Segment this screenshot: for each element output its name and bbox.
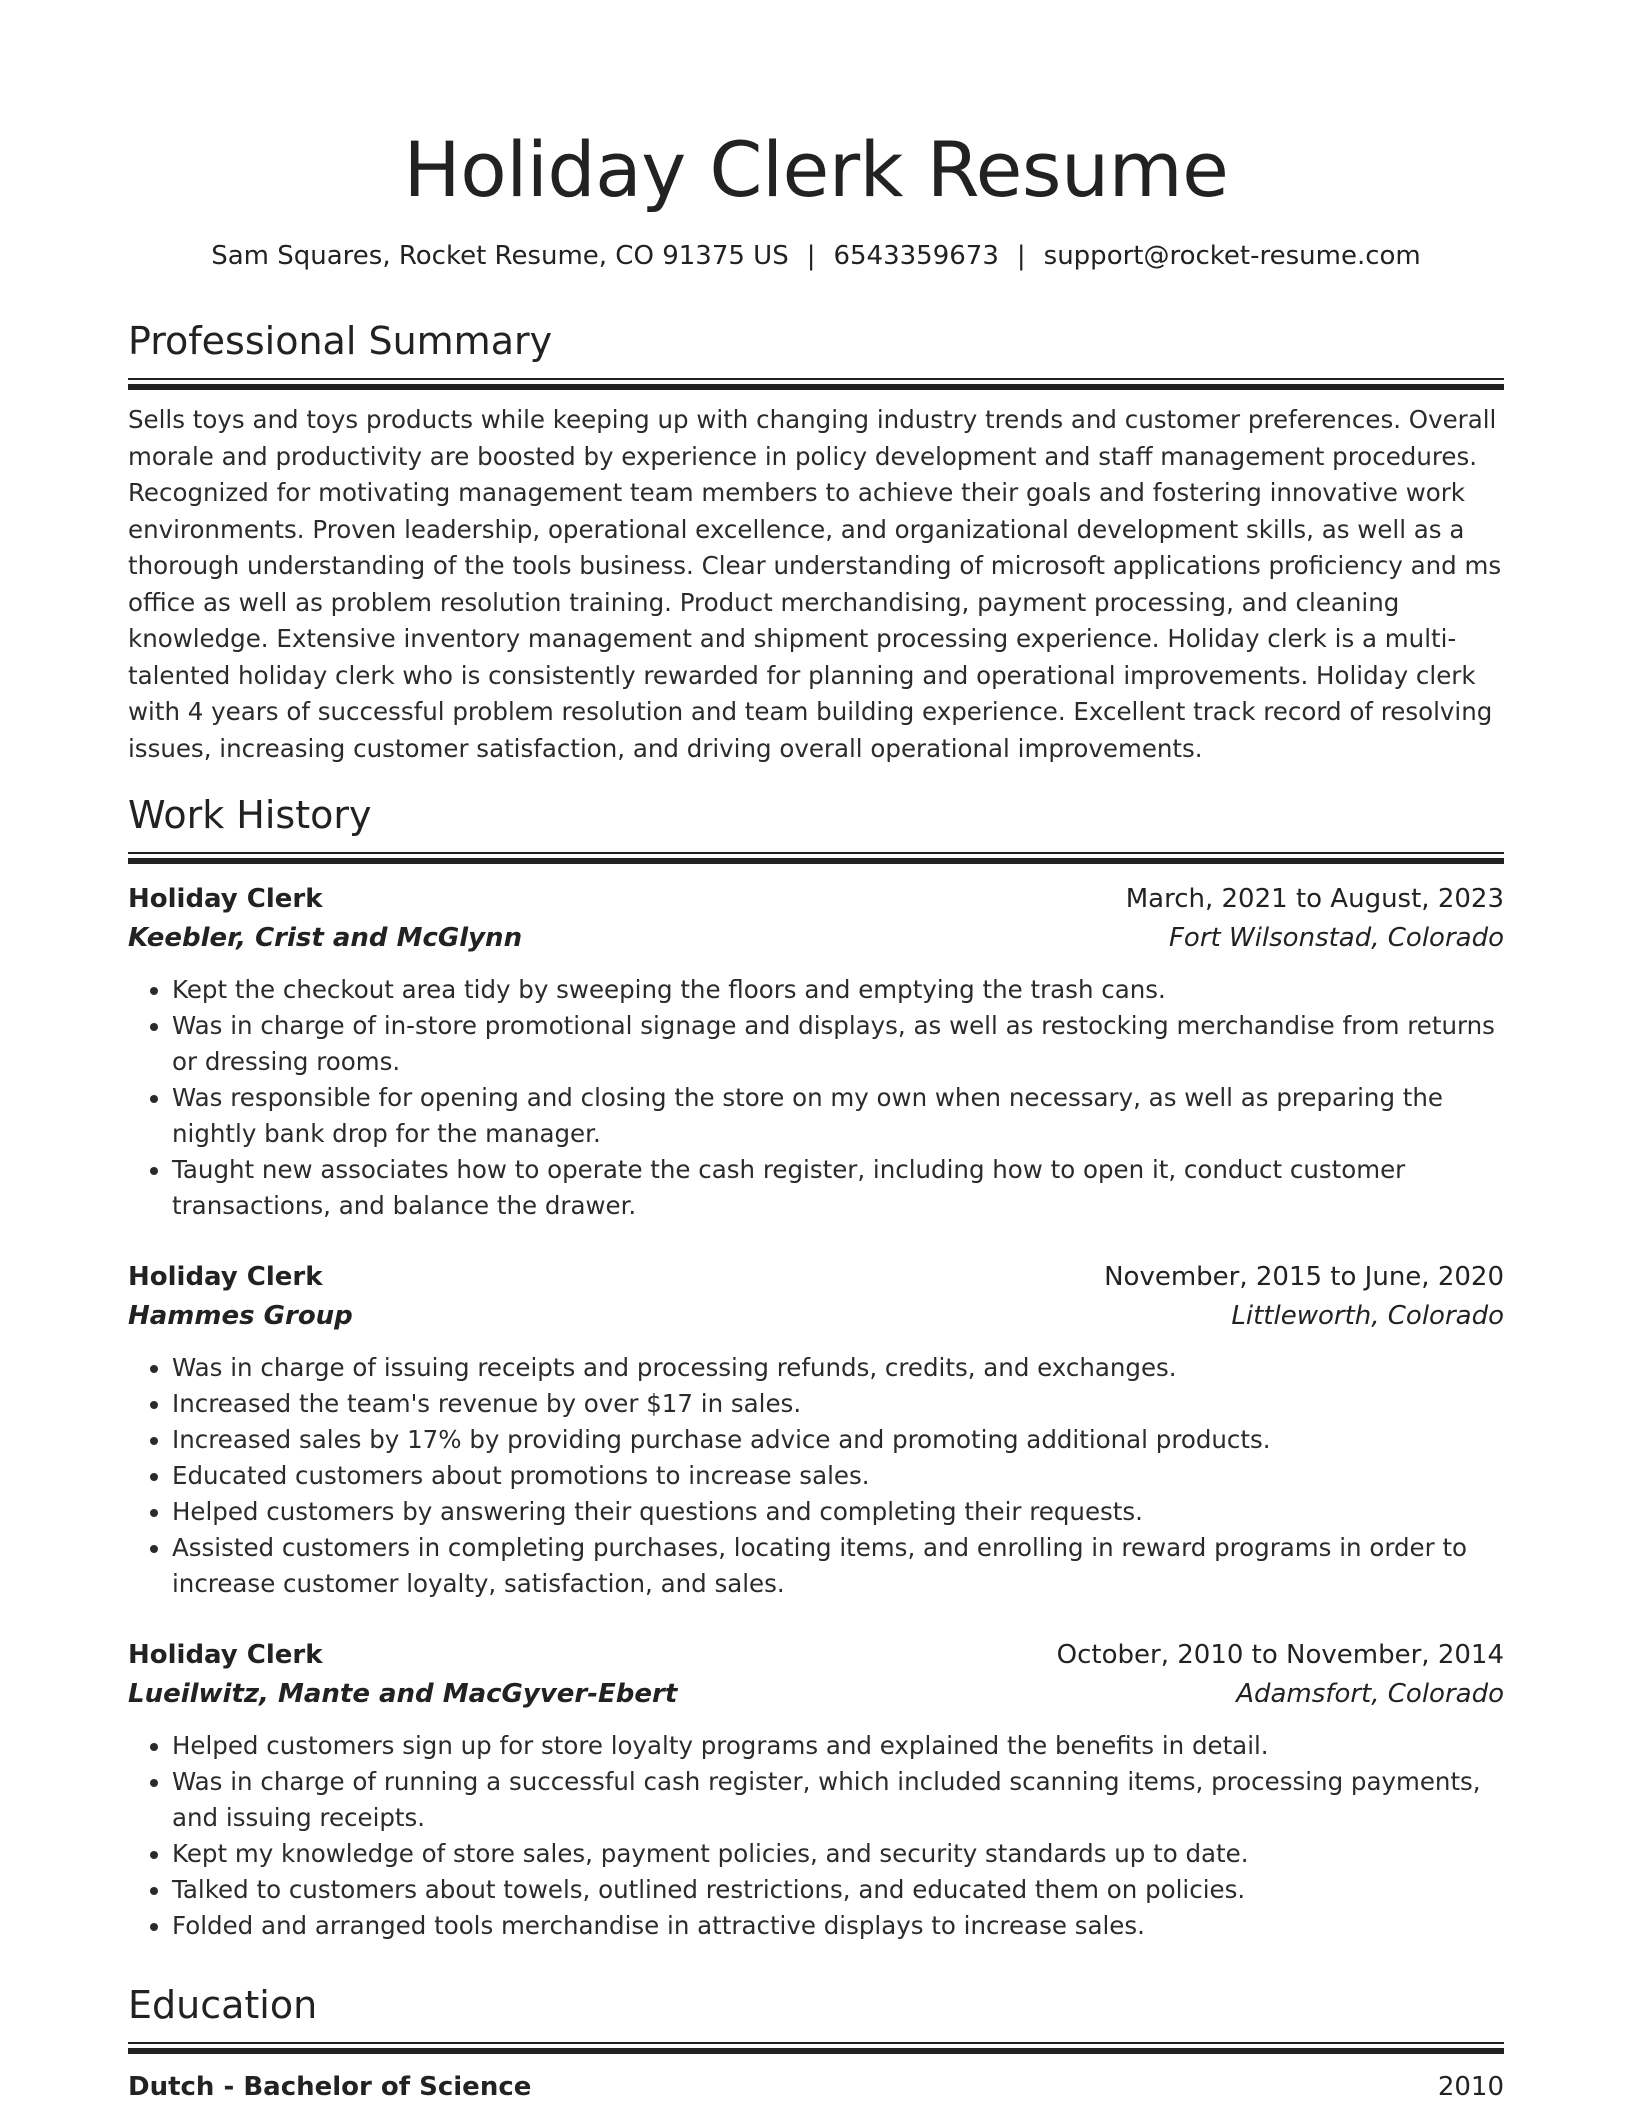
- job-bullet: • Folded and arranged tools merchandise in attractive displays to increase sales.: [172, 1908, 1504, 1944]
- job-location: Adamsfort, Colorado: [1236, 1679, 1504, 1709]
- job-dates: March, 2021 to August, 2023: [1125, 884, 1504, 914]
- contact-phone: 6543359673: [833, 241, 999, 271]
- resume-title: Holiday Clerk Resume: [403, 125, 1229, 214]
- job-location: Littleworth, Colorado: [1231, 1301, 1504, 1331]
- section-divider: [128, 378, 1504, 388]
- job-bullet: • Was in charge of running a successful cash register, which included scanning items, processing payments, and issuing receipts.: [172, 1764, 1504, 1836]
- job-dates: October, 2010 to November, 2014: [1056, 1640, 1504, 1670]
- job-header-row: [128, 1258, 1504, 1297]
- job-title: Holiday Clerk: [128, 884, 323, 914]
- job-entry: [128, 1258, 1504, 1602]
- contact-separator: |: [1016, 241, 1026, 271]
- job-bullet: • Increased the team's revenue by over $17 in sales.: [172, 1386, 1504, 1422]
- job-bullet: • Kept the checkout area tidy by sweeping the floors and emptying the trash cans.: [172, 972, 1504, 1008]
- job-header-row: [128, 880, 1504, 919]
- job-bullet: • Taught new associates how to operate the cash register, including how to open it, conduct customer transactions, and balance the drawer.: [172, 1152, 1504, 1224]
- job-company: Lueilwitz, Mante and MacGyver-Ebert: [128, 1679, 678, 1709]
- contact-separator: |: [806, 241, 816, 271]
- education-section: [128, 1980, 1504, 2107]
- work-history-section: [128, 790, 1504, 1944]
- job-bullet: • Was in charge of issuing receipts and processing refunds, credits, and exchanges.: [172, 1350, 1504, 1386]
- contact-line: [128, 238, 1504, 274]
- job-bullet-list: [128, 972, 1504, 1224]
- job-bullet: • Helped customers by answering their questions and completing their requests.: [172, 1494, 1504, 1530]
- job-bullet-list: [128, 1350, 1504, 1602]
- education-year: 2010: [1437, 2072, 1504, 2102]
- job-bullet: • Kept my knowledge of store sales, payment policies, and security standards up to date.: [172, 1836, 1504, 1872]
- job-header-row: [128, 1636, 1504, 1675]
- job-bullet: • Was in charge of in-store promotional signage and displays, as well as restocking merchandise from returns or dressing rooms.: [172, 1008, 1504, 1080]
- education-degree: Dutch - Bachelor of Science: [128, 2072, 532, 2102]
- job-bullet: • Assisted customers in completing purchases, locating items, and enrolling in reward programs in order to increase customer loyalty, satisfaction, and sales.: [172, 1530, 1504, 1602]
- summary-heading: Professional Summary: [128, 319, 553, 363]
- job-bullet: • Talked to customers about towels, outlined restrictions, and educated them on policies.: [172, 1872, 1504, 1908]
- job-bullet-list: [128, 1728, 1504, 1944]
- job-company: Hammes Group: [128, 1301, 353, 1331]
- job-bullet: • Educated customers about promotions to increase sales.: [172, 1458, 1504, 1494]
- job-bullet: • Helped customers sign up for store loyalty programs and explained the benefits in detail.: [172, 1728, 1504, 1764]
- contact-address: Sam Squares, Rocket Resume, CO 91375 US: [211, 241, 789, 271]
- job-entry: [128, 880, 1504, 1224]
- section-divider: [128, 852, 1504, 862]
- contact-email: support@rocket-resume.com: [1043, 241, 1421, 271]
- work-history-heading: Work History: [128, 793, 372, 837]
- job-company-row: [128, 1297, 1504, 1336]
- job-company-row: [128, 1675, 1504, 1714]
- job-entry: [128, 1636, 1504, 1944]
- job-company-row: [128, 919, 1504, 958]
- job-title: Holiday Clerk: [128, 1262, 323, 1292]
- job-title: Holiday Clerk: [128, 1640, 323, 1670]
- job-bullet: • Increased sales by 17% by providing purchase advice and promoting additional products.: [172, 1422, 1504, 1458]
- job-company: Keebler, Crist and McGlynn: [128, 923, 523, 953]
- job-location: Fort Wilsonstad, Colorado: [1168, 923, 1504, 953]
- job-dates: November, 2015 to June, 2020: [1104, 1262, 1504, 1292]
- summary-section: [128, 316, 1504, 767]
- summary-text: Sells toys and toys products while keeping up with changing industry trends and customer preferences. Overall morale and productivity are boosted by experience in policy development and staff management procedures. Recognized for motivating management team members to achieve their goals and fostering innovative work environments. Proven leadership, operational excellence, and organizational development skills, as well as a thorough understanding of the tools business. Clear understanding of microsoft applications proficiency and ms office as well as problem resolution training. Product merchandising, payment processing, and cleaning knowledge. Extensive inventory management and shipment processing experience. Holiday clerk is a multi-talented holiday clerk who is consistently rewarded for planning and operational improvements. Holiday clerk with 4 years of successful problem resolution and team building experience. Excellent track record of resolving issues, increasing customer satisfaction, and driving overall operational improvements.: [128, 405, 1502, 763]
- education-heading: Education: [128, 1983, 318, 2027]
- job-bullet: • Was responsible for opening and closing the store on my own when necessary, as well as preparing the nightly bank drop for the manager.: [172, 1080, 1504, 1152]
- education-entry: [128, 2068, 1504, 2107]
- section-divider: [128, 2042, 1504, 2052]
